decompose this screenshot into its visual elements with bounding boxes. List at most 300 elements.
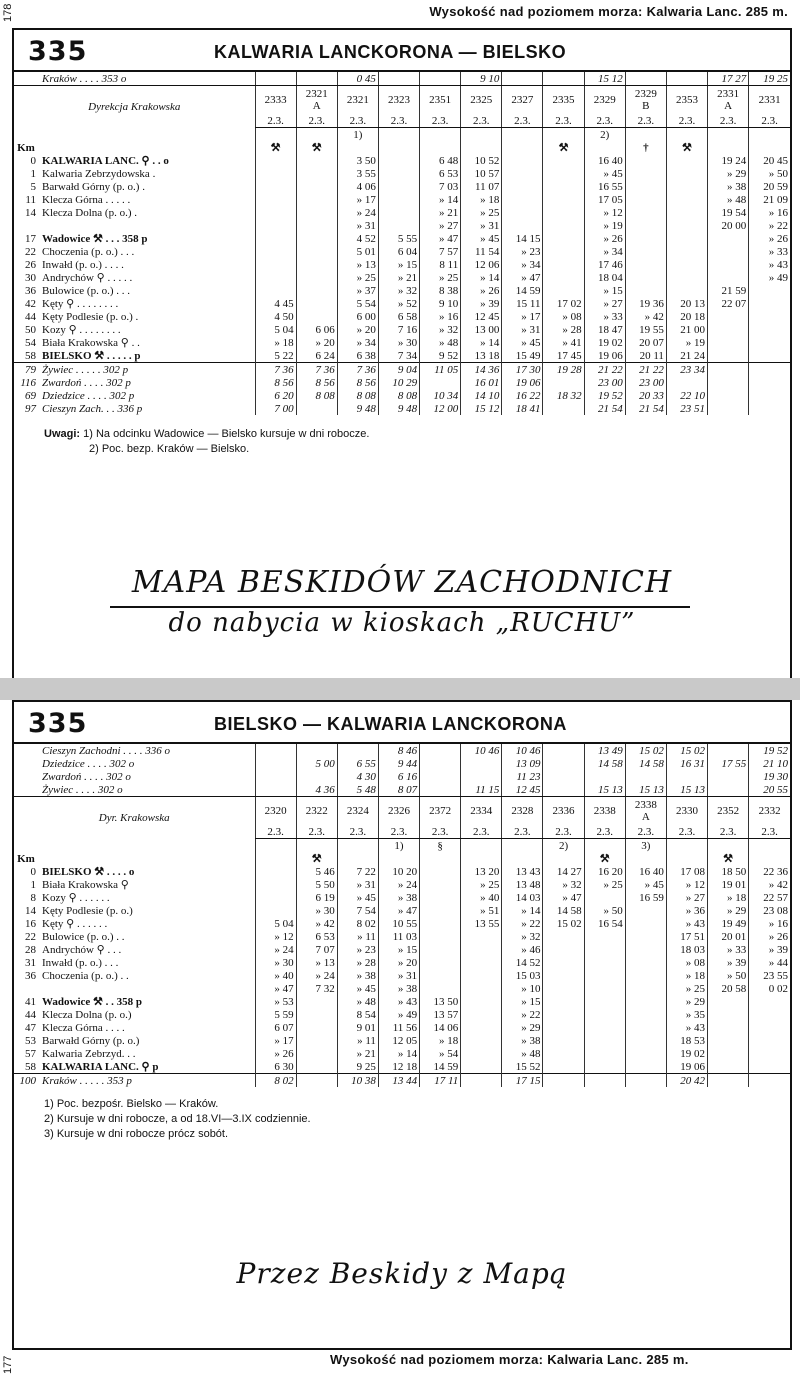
time-cell: » 25 (337, 271, 378, 284)
time-cell (708, 323, 749, 336)
time-cell (708, 363, 749, 377)
time-cell: 7 54 (337, 904, 378, 917)
time-cell (296, 402, 337, 415)
time-cell (420, 783, 461, 797)
time-cell: 9 52 (420, 349, 461, 363)
time-cell: 6 48 (420, 154, 461, 167)
note-ref (296, 839, 337, 853)
time-cell: » 34 (584, 245, 625, 258)
time-cell: 15 02 (625, 744, 666, 757)
time-cell (666, 193, 707, 206)
time-cell (255, 770, 296, 783)
station-name: Biała Krakowska ⚲ . . (42, 336, 140, 349)
time-cell (584, 930, 625, 943)
time-cell (708, 349, 749, 363)
time-cell (666, 232, 707, 245)
km-cell: 22 (25, 245, 36, 258)
time-cell (584, 770, 625, 783)
time-cell: » 18 (708, 891, 749, 904)
time-cell (708, 744, 749, 757)
symbol-cell (502, 852, 543, 865)
time-cell: » 14 (461, 271, 502, 284)
timetable-header (14, 702, 790, 744)
time-cell: 18 50 (708, 865, 749, 878)
time-cell: 13 57 (420, 1008, 461, 1021)
km-cell: 53 (25, 1034, 36, 1047)
time-cell (420, 904, 461, 917)
time-cell (708, 245, 749, 258)
time-cell: 19 02 (584, 336, 625, 349)
station-header (40, 141, 255, 154)
remarks (14, 415, 790, 457)
time-cell: » 12 (584, 206, 625, 219)
train-number: 2328 (502, 797, 543, 826)
time-cell: 20 58 (708, 982, 749, 995)
symbol-cell: ⚒ (666, 141, 707, 154)
time-cell: 5 48 (337, 783, 378, 797)
time-cell (296, 1047, 337, 1060)
time-cell (255, 180, 296, 193)
time-cell (584, 1008, 625, 1021)
time-cell (543, 956, 584, 969)
station-name: Kalwaria Zebrzyd. . . (42, 1047, 136, 1060)
time-cell (420, 982, 461, 995)
train-number: 2323 (378, 86, 419, 115)
symbol-cell: ⚒ (296, 852, 337, 865)
time-cell: 19 28 (543, 363, 584, 377)
note-ref (502, 128, 543, 142)
class-cell: 2.3. (584, 114, 625, 128)
station-name: Bulowice (p. o.) . . (42, 930, 125, 943)
station-name: Choczenia (p. o.) . . (42, 969, 129, 982)
time-cell: 12 05 (378, 1034, 419, 1047)
time-cell: 10 55 (378, 917, 419, 930)
time-cell: » 08 (666, 956, 707, 969)
time-cell: » 29 (708, 167, 749, 180)
time-cell (461, 969, 502, 982)
time-cell (666, 206, 707, 219)
train-number: 2329 B (625, 86, 666, 115)
time-cell (749, 323, 790, 336)
station-row (14, 878, 790, 891)
time-cell: » 26 (749, 232, 790, 245)
time-cell: 16 22 (502, 389, 543, 402)
time-cell (666, 770, 707, 783)
time-cell (296, 154, 337, 167)
train-number: 2325 (461, 86, 502, 115)
time-cell: 15 13 (625, 783, 666, 797)
time-cell (255, 865, 296, 878)
note-ref-row (14, 839, 790, 853)
time-cell (584, 1047, 625, 1060)
note-ref (296, 128, 337, 142)
station-cell: Cieszyn Zachodni . . . . 336 o (42, 744, 171, 757)
station-row (14, 232, 790, 245)
running-head-bottom: Wysokość nad poziomem morza: Kalwaria Lanc. 285 m. (330, 1352, 689, 1367)
feeder-row (14, 770, 790, 783)
time-cell: » 22 (502, 1008, 543, 1021)
km-cell: 11 (25, 193, 36, 206)
time-cell: 0 02 (749, 982, 790, 995)
time-cell: 12 00 (420, 402, 461, 415)
time-cell (708, 376, 749, 389)
km-cell (14, 744, 40, 757)
time-cell: 22 07 (708, 297, 749, 310)
time-cell (420, 744, 461, 757)
time-cell (708, 995, 749, 1008)
time-cell (666, 271, 707, 284)
time-cell: 15 52 (502, 1060, 543, 1074)
time-cell (296, 1074, 337, 1088)
km-cell (14, 770, 40, 783)
time-cell: 5 00 (296, 757, 337, 770)
time-cell (296, 258, 337, 271)
time-cell: 22 57 (749, 891, 790, 904)
advert-underline (110, 606, 690, 608)
time-cell (625, 154, 666, 167)
time-cell: » 24 (337, 206, 378, 219)
time-cell: » 14 (461, 336, 502, 349)
station-row (14, 219, 790, 232)
time-cell: 7 00 (255, 402, 296, 415)
time-cell (255, 878, 296, 891)
symbol-row (14, 852, 790, 865)
time-cell: 17 02 (543, 297, 584, 310)
time-cell (461, 943, 502, 956)
km-cell: 100 (14, 1074, 40, 1088)
time-cell: » 45 (625, 878, 666, 891)
station-row (14, 363, 790, 377)
time-cell: » 14 (420, 193, 461, 206)
note-ref: 3) (625, 839, 666, 853)
note-ref (255, 128, 296, 142)
time-cell: » 47 (420, 232, 461, 245)
time-cell: 7 07 (296, 943, 337, 956)
time-cell: 4 45 (255, 297, 296, 310)
time-cell: » 45 (461, 232, 502, 245)
note-ref (584, 839, 625, 853)
time-cell: » 12 (666, 878, 707, 891)
time-cell (749, 402, 790, 415)
time-cell (666, 284, 707, 297)
station-row (14, 1047, 790, 1060)
time-cell: » 28 (543, 323, 584, 336)
km-cell: 14 (25, 206, 36, 219)
time-cell: » 45 (337, 891, 378, 904)
time-cell: 21 59 (708, 284, 749, 297)
time-cell: » 25 (584, 878, 625, 891)
time-cell: » 25 (461, 206, 502, 219)
time-cell: » 40 (461, 891, 502, 904)
time-cell: 7 32 (296, 982, 337, 995)
time-cell: 19 30 (749, 770, 790, 783)
time-cell (625, 943, 666, 956)
time-cell: » 20 (296, 336, 337, 349)
station-name: Bulowice (p. o.) . . . (42, 284, 130, 297)
station-row (14, 1021, 790, 1034)
time-cell: 9 04 (378, 363, 419, 377)
time-cell (584, 1021, 625, 1034)
time-cell: 4 50 (255, 310, 296, 323)
time-cell (625, 72, 666, 86)
class-cell: 2.3. (420, 114, 461, 128)
station-row (14, 193, 790, 206)
time-cell: 13 09 (502, 757, 543, 770)
time-cell (255, 193, 296, 206)
time-cell: 4 30 (337, 770, 378, 783)
time-cell (378, 219, 419, 232)
time-cell: 9 48 (337, 402, 378, 415)
note-ref (708, 839, 749, 853)
station-name: Barwałd Górny (p. o.) . (42, 180, 145, 193)
time-cell: » 54 (420, 1047, 461, 1060)
time-cell: » 14 (502, 904, 543, 917)
time-cell (378, 167, 419, 180)
km-label: Km (17, 141, 35, 154)
time-cell: 5 46 (296, 865, 337, 878)
time-cell: » 38 (337, 969, 378, 982)
time-cell (461, 757, 502, 770)
station-header (40, 839, 255, 853)
feeder-row (14, 744, 790, 757)
time-cell (461, 930, 502, 943)
time-cell: » 37 (337, 284, 378, 297)
time-cell (543, 376, 584, 389)
time-cell: 15 13 (584, 783, 625, 797)
time-cell: 19 49 (708, 917, 749, 930)
symbol-cell (543, 852, 584, 865)
time-cell (708, 1047, 749, 1060)
note-ref: 1) (337, 128, 378, 142)
time-cell: 13 44 (378, 1074, 419, 1088)
time-cell: 19 52 (584, 389, 625, 402)
route-number: 335 (28, 36, 88, 67)
time-cell: » 23 (337, 943, 378, 956)
km-cell: 57 (25, 1047, 36, 1060)
symbol-cell (666, 852, 707, 865)
time-cell (296, 770, 337, 783)
km-cell: 17 (25, 232, 36, 245)
time-cell (255, 904, 296, 917)
time-cell (543, 1047, 584, 1060)
time-cell (749, 1034, 790, 1047)
class-cell: 2.3. (708, 825, 749, 839)
time-cell: » 38 (378, 891, 419, 904)
time-cell (584, 943, 625, 956)
time-cell (666, 245, 707, 258)
km-cell: 44 (25, 1008, 36, 1021)
km-header (14, 839, 40, 853)
station-row (14, 271, 790, 284)
class-cell: 2.3. (666, 114, 707, 128)
station-name: Kozy ⚲ . . . . . . . . (42, 323, 121, 336)
time-cell: » 44 (749, 956, 790, 969)
time-cell: 11 56 (378, 1021, 419, 1034)
time-cell: 6 58 (378, 310, 419, 323)
time-cell (708, 1074, 749, 1088)
time-cell: » 38 (502, 1034, 543, 1047)
time-cell (625, 1034, 666, 1047)
time-cell: » 16 (749, 206, 790, 219)
time-cell: » 29 (708, 904, 749, 917)
time-cell: » 39 (749, 943, 790, 956)
station-name: KALWARIA LANC. ⚲ p (42, 1060, 159, 1073)
km-cell: 28 (25, 943, 36, 956)
time-cell (296, 193, 337, 206)
time-cell: » 20 (337, 323, 378, 336)
time-cell: 5 01 (337, 245, 378, 258)
time-cell (296, 232, 337, 245)
km-cell: 22 (25, 930, 36, 943)
station-row (14, 1034, 790, 1047)
time-cell (543, 995, 584, 1008)
time-cell (255, 271, 296, 284)
time-cell: 15 13 (666, 783, 707, 797)
time-cell (543, 1034, 584, 1047)
time-cell (543, 72, 584, 86)
time-cell (543, 1021, 584, 1034)
time-cell: 19 25 (749, 72, 790, 86)
time-cell: » 35 (666, 1008, 707, 1021)
km-cell: 26 (25, 258, 36, 271)
time-cell: 8 07 (378, 783, 419, 797)
time-cell: » 47 (502, 271, 543, 284)
time-cell: 20 13 (666, 297, 707, 310)
class-cell: 2.3. (502, 114, 543, 128)
station-name: Kraków . . . . . 353 p (40, 1074, 255, 1088)
km-cell: 1 (30, 878, 36, 891)
station-cell: Zwardoń . . . . 302 o (42, 770, 131, 783)
train-number: 2322 (296, 797, 337, 826)
station-name: Inwałd (p. o.) . . . . (42, 258, 124, 271)
station-name: Kalwaria Zebrzydowska . (42, 167, 156, 180)
time-cell: 19 01 (708, 878, 749, 891)
time-cell: » 45 (502, 336, 543, 349)
note-ref (461, 128, 502, 142)
train-number: 2352 (708, 797, 749, 826)
time-cell: » 31 (378, 969, 419, 982)
km-cell: 41 (25, 995, 36, 1008)
time-cell (625, 167, 666, 180)
time-cell: 11 23 (502, 770, 543, 783)
time-cell (378, 180, 419, 193)
time-cell: 20 11 (625, 349, 666, 363)
time-cell (543, 167, 584, 180)
time-cell: 14 59 (420, 1060, 461, 1074)
time-cell: 10 46 (502, 744, 543, 757)
time-cell (708, 336, 749, 349)
station-name: Klecza Dolna (p. o.) (42, 1008, 132, 1021)
time-cell: 5 50 (296, 878, 337, 891)
time-cell: 21 10 (749, 757, 790, 770)
time-cell (666, 180, 707, 193)
advert-line-1: MAPA BESKIDÓW ZACHODNICH (131, 565, 673, 600)
time-cell (708, 389, 749, 402)
time-cell (625, 1047, 666, 1060)
time-cell: 19 52 (749, 744, 790, 757)
time-cell (502, 180, 543, 193)
time-cell: » 50 (584, 904, 625, 917)
time-cell (625, 969, 666, 982)
time-cell: 19 06 (584, 349, 625, 363)
time-cell: » 17 (337, 193, 378, 206)
time-cell (461, 982, 502, 995)
time-cell: » 26 (749, 930, 790, 943)
time-cell: 19 06 (666, 1060, 707, 1074)
time-cell: 10 52 (461, 154, 502, 167)
time-cell: 7 36 (255, 363, 296, 377)
time-cell: 17 46 (584, 258, 625, 271)
time-cell: » 33 (749, 245, 790, 258)
time-cell: » 30 (378, 336, 419, 349)
time-cell (543, 271, 584, 284)
km-cell: 42 (25, 297, 36, 310)
time-cell: 8 08 (337, 389, 378, 402)
feeder-row (14, 783, 790, 797)
class-cell: 2.3. (337, 825, 378, 839)
time-cell (296, 219, 337, 232)
time-cell (296, 180, 337, 193)
time-cell: 15 49 (502, 349, 543, 363)
time-cell (625, 1021, 666, 1034)
time-cell: » 48 (420, 336, 461, 349)
time-cell: » 42 (296, 917, 337, 930)
train-number: 2332 (749, 797, 790, 826)
note-ref (378, 128, 419, 142)
km-cell: 0 (30, 154, 36, 167)
time-cell: 3 55 (337, 167, 378, 180)
time-cell: 7 36 (337, 363, 378, 377)
time-cell (584, 1074, 625, 1088)
time-cell (296, 1008, 337, 1021)
time-cell (625, 258, 666, 271)
time-cell (543, 1008, 584, 1021)
time-cell: » 21 (420, 206, 461, 219)
time-cell: 13 00 (461, 323, 502, 336)
time-cell: 6 19 (296, 891, 337, 904)
time-cell (708, 271, 749, 284)
time-cell: 20 01 (708, 930, 749, 943)
time-cell: » 43 (666, 917, 707, 930)
station-name: BIELSKO ⚒ . . . . o (42, 865, 135, 878)
feeder-row (14, 72, 790, 86)
time-cell (749, 1074, 790, 1088)
time-cell (666, 154, 707, 167)
train-number: 2331 (749, 86, 790, 115)
time-cell: 11 15 (461, 783, 502, 797)
time-cell: 6 00 (337, 310, 378, 323)
time-cell: 21 54 (584, 402, 625, 415)
station-row (14, 206, 790, 219)
time-cell (749, 349, 790, 363)
time-cell: 7 36 (296, 363, 337, 377)
time-cell: 10 20 (378, 865, 419, 878)
time-cell: 20 33 (625, 389, 666, 402)
time-cell: 9 48 (378, 402, 419, 415)
directorate-label: Dyr. Krakowska (98, 811, 170, 824)
time-cell: » 32 (543, 878, 584, 891)
time-cell: » 33 (708, 943, 749, 956)
time-cell: 7 22 (337, 865, 378, 878)
remark-3: 3) Kursuje w dni robocze prócz sobót. (44, 1128, 229, 1140)
time-cell: » 47 (255, 982, 296, 995)
station-row (14, 904, 790, 917)
time-cell (708, 258, 749, 271)
time-cell (584, 995, 625, 1008)
time-cell: » 21 (378, 271, 419, 284)
class-cell: 2.3. (420, 825, 461, 839)
note-ref: 2) (543, 839, 584, 853)
